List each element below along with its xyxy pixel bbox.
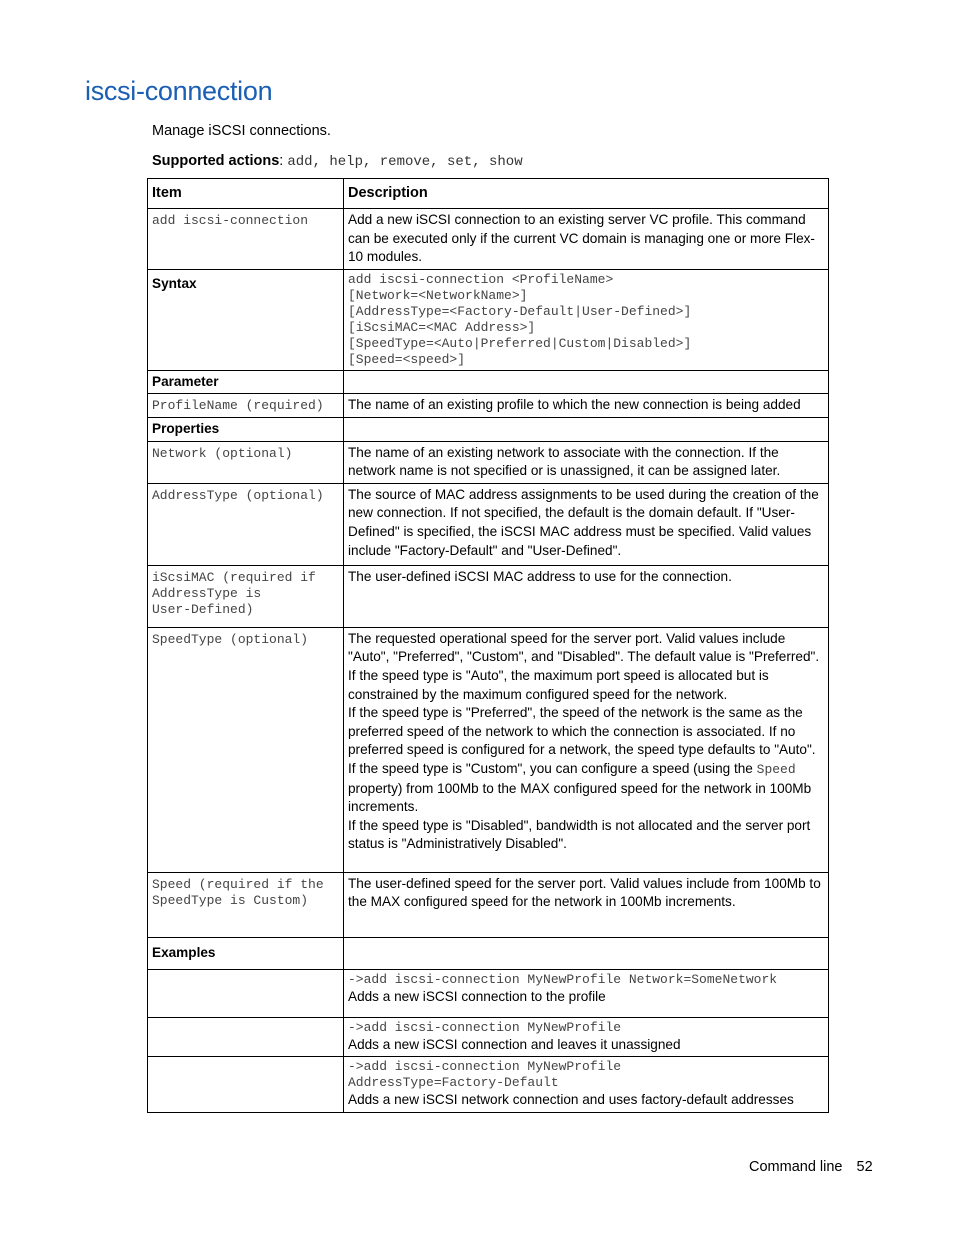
intro-text: Manage iSCSI connections. (152, 123, 331, 139)
supported-actions (152, 153, 523, 170)
description-add-command: Add a new iSCSI connection to an existing server VC profile. This command can be executed only if the current VC domain is managing one or more Flex-10 modules. (344, 209, 829, 270)
item-speedtype: SpeedType (optional) (152, 631, 309, 647)
item-add-command: add iscsi-connection (152, 213, 309, 228)
item-network: Network (optional) (152, 445, 293, 461)
item-addresstype: AddressType (optional) (152, 487, 324, 503)
item-syntax: Syntax (152, 275, 197, 291)
example-2-text: Adds a new iSCSI connection and leaves it unassigned (348, 1036, 681, 1052)
example-3-code: ->add iscsi-connection MyNewProfile (348, 1059, 622, 1075)
speedtype-paragraph (348, 760, 824, 817)
item-iscsimac-line: User-Defined) (152, 601, 254, 617)
description-iscsimac: The user-defined iSCSI MAC address to use for the connection. (344, 565, 829, 627)
syntax-line: add iscsi-connection <ProfileName> (348, 271, 614, 287)
table-row-iscsimac (148, 565, 829, 627)
table-row-add (148, 209, 829, 270)
item-iscsimac-line: AddressType is (152, 585, 262, 601)
command-table (147, 178, 829, 1113)
description-speed: The user-defined speed for the server port. Valid values include from 100Mb to the MAX configured speed for the network in 100Mb increments. (344, 872, 829, 937)
page-number: 52 (856, 1159, 873, 1175)
syntax-line: [AddressType=<Factory-Default|User-Defined>] (348, 303, 692, 319)
page-footer (749, 1159, 873, 1175)
table-row-properties (148, 417, 829, 441)
footer-section: Command line (749, 1159, 843, 1175)
page-title: iscsi-connection (85, 76, 273, 106)
supported-actions-values: add, help, remove, set, show (287, 154, 523, 170)
item-examples: Examples (152, 944, 216, 960)
description-network: The name of an existing network to associate with the connection. If the network name is not specified or is unassigned, it can be assigned later. (344, 441, 829, 483)
item-profilename: ProfileName (required) (152, 398, 324, 414)
table-row-examples (148, 937, 829, 969)
speedtype-paragraph: If the speed type is "Auto", the maximum port speed is allocated but is constrained by the maximum configured speed for the network. (348, 667, 769, 702)
table-row-example-1 (148, 969, 829, 1017)
speedtype-paragraph: The requested operational speed for the server port. Valid values include "Auto", "Preferred", "Custom", and "Disabled". The default value is "Preferred". (348, 630, 820, 665)
header-item: Item (148, 179, 344, 209)
table-row-profilename (148, 394, 829, 418)
speedtype-p4-before: If the speed type is "Custom", you can configure a speed (using the (348, 760, 757, 776)
supported-actions-separator: : (279, 153, 284, 169)
speedtype-p4-code: Speed (756, 761, 796, 777)
table-row-addresstype (148, 483, 829, 565)
speedtype-paragraph: If the speed type is "Disabled", bandwidth is not allocated and the server port status is "Administratively Disabled". (348, 817, 811, 852)
supported-actions-label: Supported actions (152, 153, 280, 169)
syntax-line: [Network=<NetworkName>] (348, 287, 528, 303)
table-row-parameter (148, 370, 829, 394)
example-2-code: ->add iscsi-connection MyNewProfile (348, 1019, 622, 1035)
example-1-code: ->add iscsi-connection MyNewProfile Network=SomeNetwork (348, 971, 778, 987)
example-3-text: Adds a new iSCSI network connection and uses factory-default addresses (348, 1092, 794, 1108)
item-parameter: Parameter (152, 373, 219, 389)
table-header-row (148, 179, 829, 209)
item-speed-line: SpeedType is Custom) (152, 892, 309, 908)
table-row-syntax (148, 269, 829, 370)
example-1-text: Adds a new iSCSI connection to the profile (348, 988, 606, 1004)
table-row-example-2 (148, 1017, 829, 1057)
syntax-line: [SpeedType=<Auto|Preferred|Custom|Disabled>] (348, 335, 692, 351)
table-row-example-3 (148, 1057, 829, 1113)
table-row-speed (148, 872, 829, 937)
description-profilename: The name of an existing profile to which the new connection is being added (344, 394, 829, 418)
item-speed-line: Speed (required if the (152, 876, 324, 892)
speedtype-p4-after: property) from 100Mb to the MAX configured speed for the network in 100Mb increments. (348, 780, 812, 815)
description-addresstype: The source of MAC address assignments to be used during the creation of the new connection. If not specified, the default is the domain default. If "User-Defined" is specified, the iSCSI MAC address must be specified. Valid values include "Factory-Default" and "User-Defined". (344, 483, 829, 565)
example-3-code: AddressType=Factory-Default (348, 1075, 559, 1091)
table-row-network (148, 441, 829, 483)
syntax-line: [iScsiMAC=<MAC Address>] (348, 319, 536, 335)
table-row-speedtype (148, 627, 829, 872)
header-description: Description (344, 179, 829, 209)
item-properties: Properties (152, 420, 220, 436)
item-iscsimac-line: iScsiMAC (required if (152, 569, 316, 585)
syntax-line: [Speed=<speed>] (348, 351, 466, 367)
speedtype-paragraph: If the speed type is "Preferred", the speed of the network is the same as the preferred speed of the network to which the connection is associated. If no preferred speed is configured for a network, the speed type defaults to "Auto". (348, 705, 816, 758)
